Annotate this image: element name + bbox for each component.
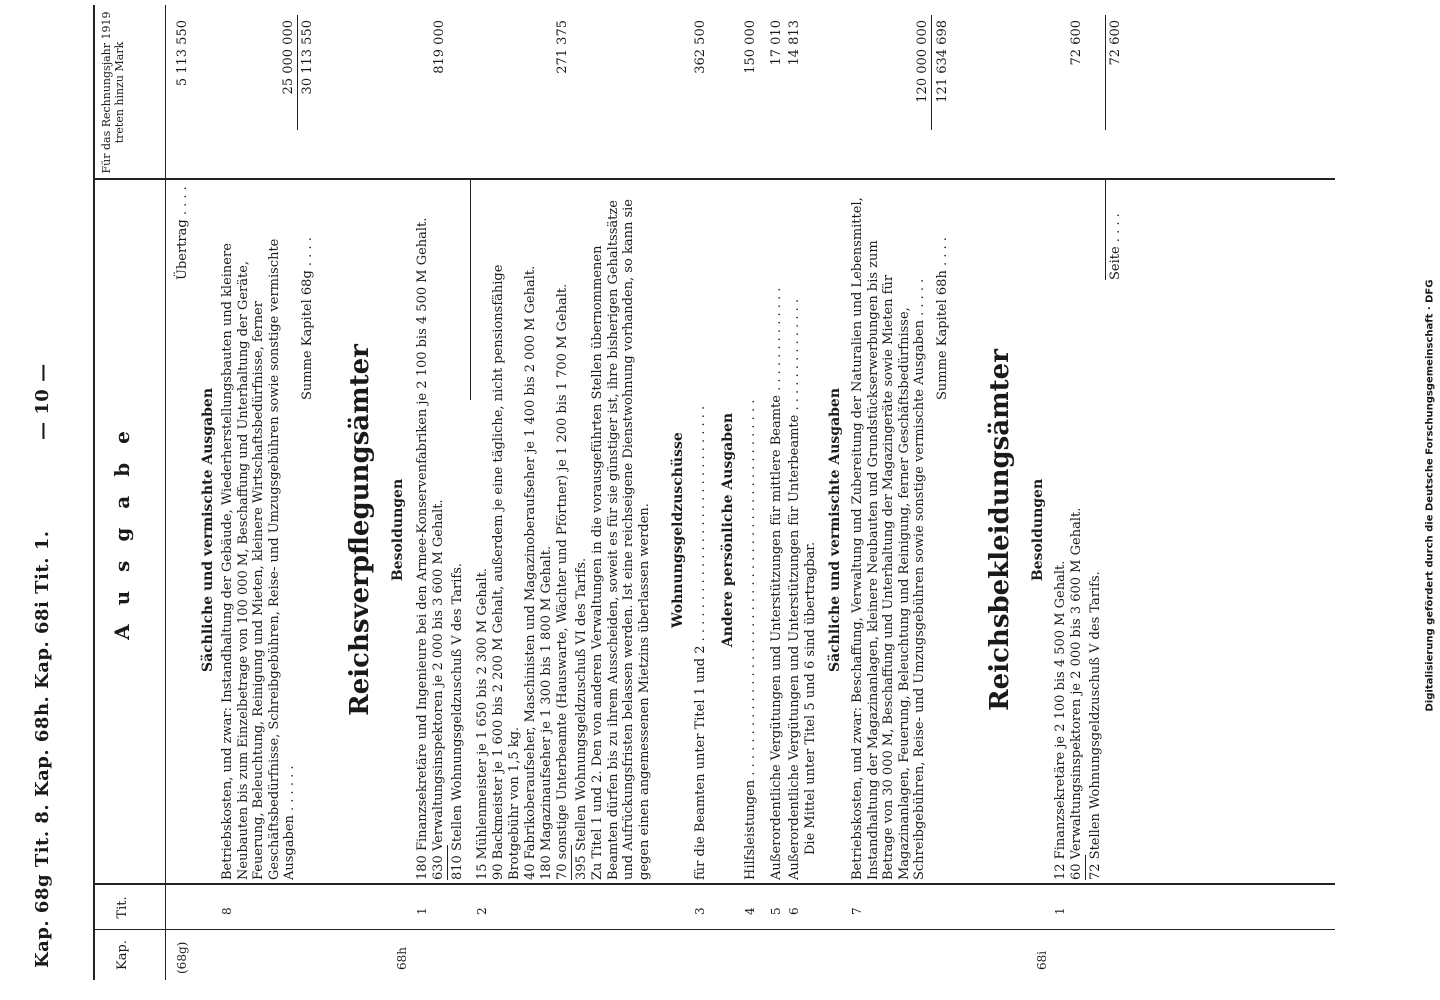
tit-7-68h: 7: [850, 907, 864, 915]
text-tit-4: Hilfsleistungen . . . . . . . . . . . . . . . . . . . . . . . . . . . . . . . . . . . . . . . . . . . . . .: [743, 399, 758, 880]
col-divider-amount: [95, 178, 1335, 180]
heading-wohnung: Wohnungsgeldzuschüsse: [670, 432, 686, 628]
tit-1-68i: 1: [1053, 907, 1067, 915]
amount-summe-68h: 121 634 698: [935, 20, 950, 103]
tit-5-68h: 5: [769, 907, 783, 915]
dfg-side-note-text: Digitalisierung gefördert durch die Deutsche Forschungsgemeinschaft · DFG: [1424, 279, 1436, 712]
col-divider-kap: [95, 929, 1335, 930]
text-tit-5: Außerordentliche Vergütungen und Unterstützungen für mittlere Beamte . . . . . . . . . . . . .: [769, 287, 784, 880]
text-tit-3: für die Beamten unter Titel 1 und 2 . . . . . . . . . . . . . . . . . . . . . . . . . . . . .: [693, 405, 708, 880]
heading-besoldungen-68i: Besoldungen: [1030, 478, 1046, 582]
amount-uebertrag: 5 113 550: [175, 20, 190, 87]
uebertrag-label: Übertrag . . . .: [175, 186, 190, 280]
col-head-kap: Kap.: [115, 940, 130, 970]
kap-68h: 68h: [395, 947, 409, 970]
seite-label: Seite . . . .: [1108, 213, 1123, 280]
tit-8: 8: [220, 907, 234, 915]
heading-saechliche-68g: Sächliche und vermischte Ausgaben: [200, 387, 216, 673]
b1-line-2: 630 Verwaltungsinspektoren je 2 000 bis 3 600 M Gehalt.: [431, 499, 446, 880]
i1-line-2: 60 Verwaltungsinspektoren je 2 000 bis 3 600 M Gehalt.: [1069, 507, 1084, 880]
table-top-rule: [93, 5, 95, 980]
page-header: [28, 20, 58, 980]
i1-line-1: 12 Finanzsekretäre je 2 100 bis 4 500 M Gehalt.: [1053, 560, 1068, 880]
b1-line-3: 810 Stellen Wohnungsgeldzuschuß V des Tarifs.: [450, 562, 465, 880]
heading-besoldungen-68h: Besoldungen: [390, 478, 406, 582]
tit-2-68h: 2: [475, 907, 489, 915]
tit-4-68h: 4: [743, 907, 757, 915]
text-tit-7: Betriebskosten, und zwar: Beschaffung, Verwaltung und Zubereitung der Naturalien und Lebensmittel, Instandhaltung der Magazinanlagen, kleinere Neubauten und Grundstückserwerbungen bis zum Betrage von 30 000 M, Beschaffung und Unterhaltung der Magazingeräte sowie Mieten für Magazinanlagen, Feuerung, Beleuchtung und Reinigung, ferner Geschäftsbedürfnisse, Schreibgebühren, Reise- und Umzugsgebühren sowie sonstige vermischte Ausgaben . . . . .: [850, 197, 927, 880]
b2-line-5: 70 sonstige Unterbeamte (Hauswarte, Wächter und Pförtner) je 1 200 bis 1 700 M Gehalt.: [555, 283, 570, 880]
amount-tit-8: 25 000 000: [281, 20, 296, 95]
amount-tit-3-68h: 362 500: [693, 20, 708, 74]
kap-68i: 68i: [1035, 950, 1049, 970]
seite-rule-right: [1105, 15, 1106, 130]
b1-rule: [447, 845, 448, 880]
amount-tit-7-68h: 120 000 000: [915, 20, 930, 103]
b2-line-2: 90 Backmeister je 1 600 bis 2 200 M Gehalt, außerdem je eine tägliche, nicht pensionsfähige Brotgebühr von 1,5 kg.: [491, 264, 522, 880]
heading-reichsverpflegung: Reichsverpflegungsämter: [345, 344, 375, 716]
col-head-amount: Für das Rechnungsjahr 1919 treten hinzu Mark: [100, 11, 126, 174]
b1-end-rule: [470, 180, 471, 400]
heading-saechliche-68h: Sächliche und vermischte Ausgaben: [827, 387, 843, 673]
tit-6-68h: 6: [787, 907, 801, 915]
text-tit-6: Außerordentliche Vergütungen und Unterstützungen für Unterbeamte . . . . . . . . . . . . . .: [787, 298, 802, 880]
col-head-tit: Tit.: [115, 896, 130, 919]
summe-68g-label: Summe Kapitel 68g . . . .: [300, 237, 315, 400]
summe-68h-label: Summe Kapitel 68h . . . .: [935, 237, 950, 400]
col-head-ausgabe: A u s g a b e: [110, 425, 134, 640]
sum-rule-68h: [931, 15, 932, 130]
budget-table: [95, 5, 1335, 980]
b2-note: Zu Titel 1 und 2. Den von anderen Verwaltungen in die vorausgeführten Stellen übernommenen Beamten dürfen bis zu ihrem Ausscheiden, soweit es für sie günstiger ist, ihre bisherigen Gehaltssätze und Aufrückungsfristen belassen werden. Ist eine reichseigene Dienstwohnung vorhanden, so kann sie gegen einen angemessenen Mietzins überlassen werden.: [590, 199, 652, 880]
kap-68g: (68g): [175, 941, 189, 974]
b2-line-1: 15 Mühlenmeister je 1 650 bis 2 300 M Gehalt.: [475, 567, 490, 880]
amount-tit-5-68h: 17 010: [769, 20, 784, 66]
b2-rule: [571, 845, 572, 880]
b2-line-3: 40 Fabrikoberaufseher, Maschinisten und Magazinoberaufseher je 1 400 bis 2 000 M Gehalt.: [523, 265, 538, 880]
amount-tit-1-68h: 819 000: [432, 20, 447, 74]
sum-rule-68g: [297, 15, 298, 130]
heading-reichsbekleidung: Reichsbekleidungsämter: [985, 349, 1015, 711]
amount-tit-4-68h: 150 000: [743, 20, 758, 74]
page-number: — 10 —: [32, 363, 53, 440]
table-head-rule: [165, 5, 166, 980]
amount-tit-6-68h: 14 813: [787, 20, 802, 66]
header-chapter-refs: Kap. 68g Tit. 8. Kap. 68h. Kap. 68i Tit. 1.: [32, 530, 53, 968]
b1-line-1: 180 Finanzsekretäre und Ingenieure bei den Armee-Konservenfabriken je 2 100 bis 4 500 M Gehalt.: [415, 217, 430, 880]
i1-rule: [1085, 855, 1086, 880]
b2-line-6: 395 Stellen Wohnungsgeldzuschuß VI des Tarifs.: [574, 557, 589, 880]
tit-3-68h: 3: [693, 907, 707, 915]
amount-tit-1-68i: 72 600: [1069, 20, 1084, 66]
dfg-side-note: [1420, 15, 1440, 985]
seite-rule-left: [1105, 180, 1106, 280]
amount-summe-68g: 30 113 550: [300, 20, 315, 95]
i1-line-3: 72 Stellen Wohnungsgeldzuschuß V des Tarifs.: [1088, 571, 1103, 880]
amount-seite: 72 600: [1108, 20, 1123, 66]
heading-andere: Andere persönliche Ausgaben: [720, 412, 736, 648]
tit-1-68h: 1: [415, 907, 429, 915]
col-divider-tit: [95, 883, 1335, 885]
text-betrieb-68g: Betriebskosten, und zwar: Instandhaltung der Gebäude, Wiederherstellungsbauten und kleinere Neubauten bis zum Einzelbetrage von 100 000 M, Beschaffung und Unterhaltung der Geräte, Feuerung, Beleuchtung, Reinigung und Mieten, kleinere Wirtschaftsbedürfnisse, ferner Geschäftsbedürfnisse, Schreibgebühren, Reise- und Umzugsgebühren sowie sonstige vermischte Ausgaben . . . . . .: [220, 238, 297, 880]
amount-tit-2-68h: 271 375: [555, 20, 570, 74]
note-tit-5-6: Die Mittel unter Titel 5 und 6 sind übertragbar.: [803, 541, 818, 855]
b2-line-4: 180 Magazinaufseher je 1 300 bis 1 800 M Gehalt.: [539, 545, 554, 880]
